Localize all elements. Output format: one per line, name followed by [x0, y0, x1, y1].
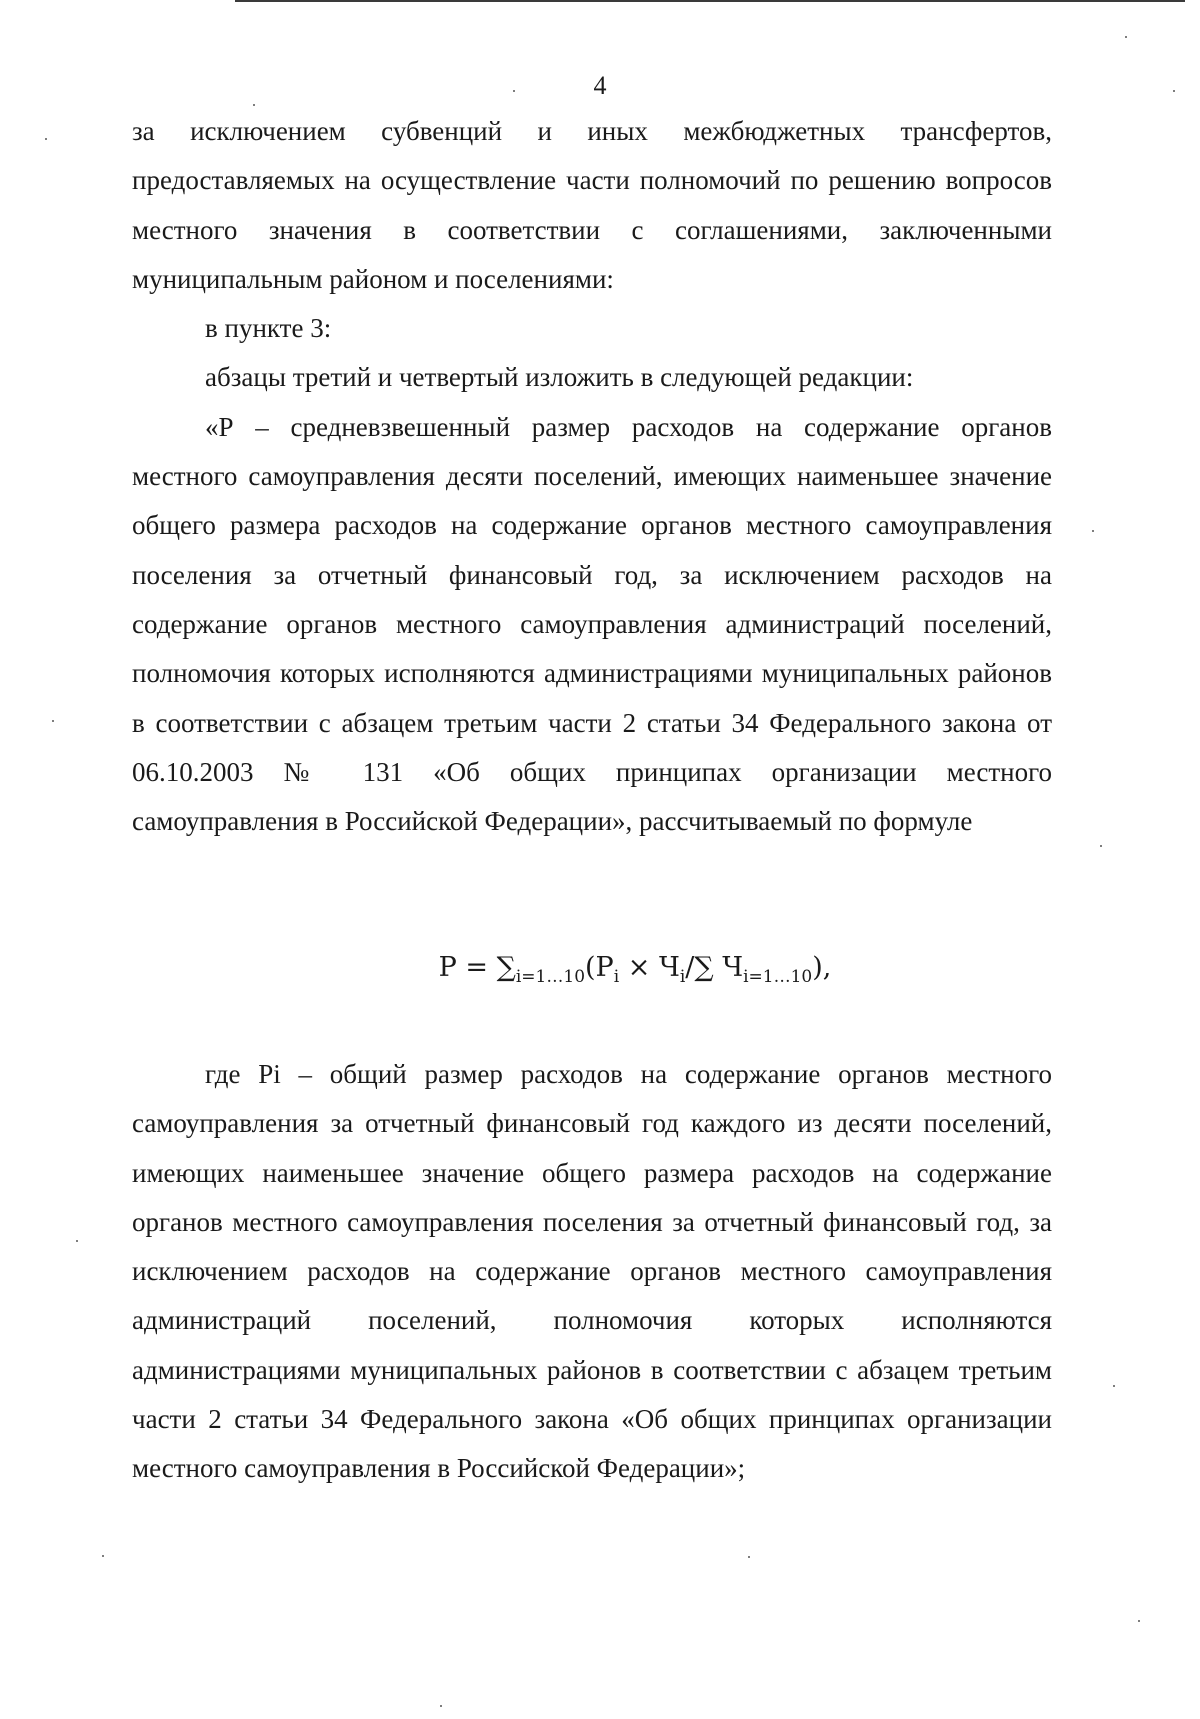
formula-sum-index: i=1…10: [515, 967, 586, 987]
scan-speck: [513, 90, 515, 92]
scan-speck: [1092, 530, 1094, 532]
paragraph-5: где Pi – общий размер расходов на содержание органов местного самоуправления за отчетный финансовый год каждого из десяти поселений, имеющих наименьшее значение общего размера расходов на содержание органов местного самоуправления поселения за отчетный финансовый год, за исключением расходов на содержание органов местного самоуправления администраций поселений, полномочия которых исполняются администрациями муниципальных районов в соответствии с абзацем третьим части 2 статьи 34 Федерального закона «Об общих принципах организации местного самоуправления в Российской Федерации»;: [132, 1059, 1052, 1484]
paragraph-2: в пункте 3:: [205, 313, 332, 344]
scan-speck: [52, 720, 54, 722]
formula-slash: /∑ Ч: [685, 952, 744, 983]
page-number: 4: [593, 71, 607, 100]
formula-lhs: P =: [438, 952, 497, 983]
formula-sum-sign: ∑: [496, 952, 516, 983]
formula: [0, 948, 1200, 997]
text-block-upper: [132, 107, 1052, 846]
scan-speck: [1173, 90, 1175, 92]
scan-speck: [1125, 36, 1127, 38]
scan-speck: [440, 1705, 442, 1707]
formula-p-index: i: [613, 967, 620, 987]
scan-speck: [1100, 845, 1102, 847]
paragraph-4: «Р – средневзвешенный размер расходов на содержание органов местного самоуправления десяти поселений, имеющих наименьшее значение общего размера расходов на содержание органов местного самоуправления поселения за отчетный финансовый год, за исключением расходов на содержание органов местного самоуправления администраций поселений, полномочия которых исполняются администрациями муниципальных районов в соответствии с абзацем третьим части 2 статьи 34 Федерального закона от 06.10.2003 № 131 «Об общих принципах организации местного самоуправления в Российской Федерации», рассчитываемый по формуле: [132, 411, 1052, 837]
scan-speck: [748, 1556, 750, 1558]
formula-sum2-index: i=1…10: [743, 967, 813, 987]
scan-speck: [102, 1555, 104, 1557]
scan-speck: [1138, 1620, 1140, 1622]
formula-open: (P: [585, 952, 614, 983]
scan-speck: [76, 1240, 78, 1242]
formula-times: × Ч: [619, 952, 680, 983]
scan-speck: [1113, 1385, 1115, 1387]
paragraph-1: за исключением субвенций и иных межбюджетных трансфертов, предоставляемых на осуществление части полномочий по решению вопросов местного значения в соответствии с соглашениями, заключенными муниципальным районом и поселениями:: [132, 116, 1052, 294]
paragraph-3: абзацы третий и четвертый изложить в следующей редакции:: [205, 362, 914, 393]
text-block-lower: [132, 1050, 1052, 1494]
top-edge-rule: [235, 0, 1185, 2]
formula-ch-index: i: [679, 967, 686, 987]
scan-speck: [45, 138, 47, 140]
scan-speck: [253, 104, 255, 106]
formula-close: ),: [812, 952, 832, 983]
